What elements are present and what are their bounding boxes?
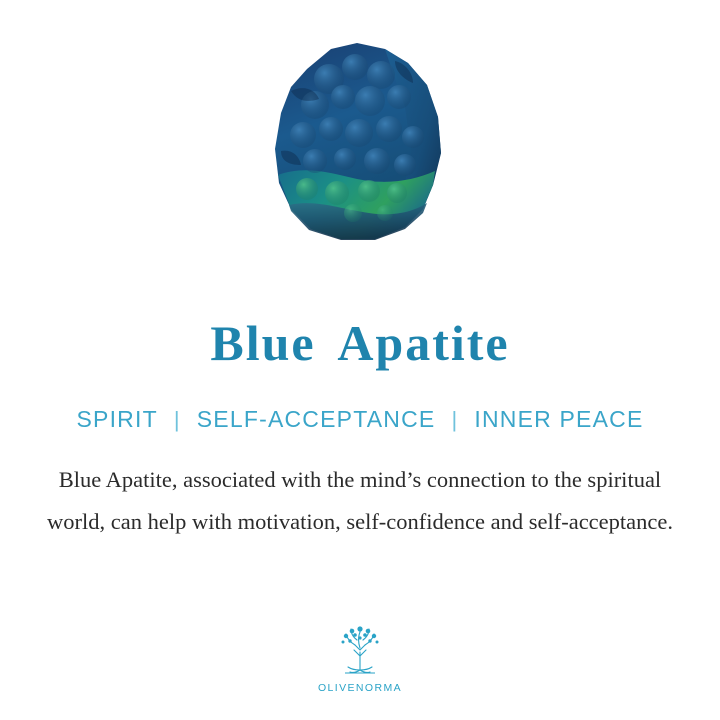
keyword-list	[77, 406, 644, 433]
page-title: Blue Apatite	[210, 315, 510, 371]
tree-of-life-icon	[331, 620, 389, 678]
brand-name: OLIVENORMA	[317, 682, 402, 694]
blue-apatite-stone-svg	[245, 33, 475, 253]
keyword-inner-peace: INNER PEACE	[474, 406, 644, 432]
keyword-self-acceptance: SELF-ACCEPTANCE	[196, 406, 436, 432]
keyword-separator: |	[451, 406, 459, 432]
keyword-spirit: SPIRIT	[76, 406, 158, 432]
brand-logo	[0, 620, 720, 694]
description-text: Blue Apatite, associated with the mind’s connection to the spiritual world, can help with motivation, self-confidence and self-acceptance.	[47, 467, 673, 534]
tree-foliage	[342, 626, 379, 643]
blue-apatite-stone-image	[240, 28, 480, 258]
keyword-separator: |	[173, 406, 181, 432]
